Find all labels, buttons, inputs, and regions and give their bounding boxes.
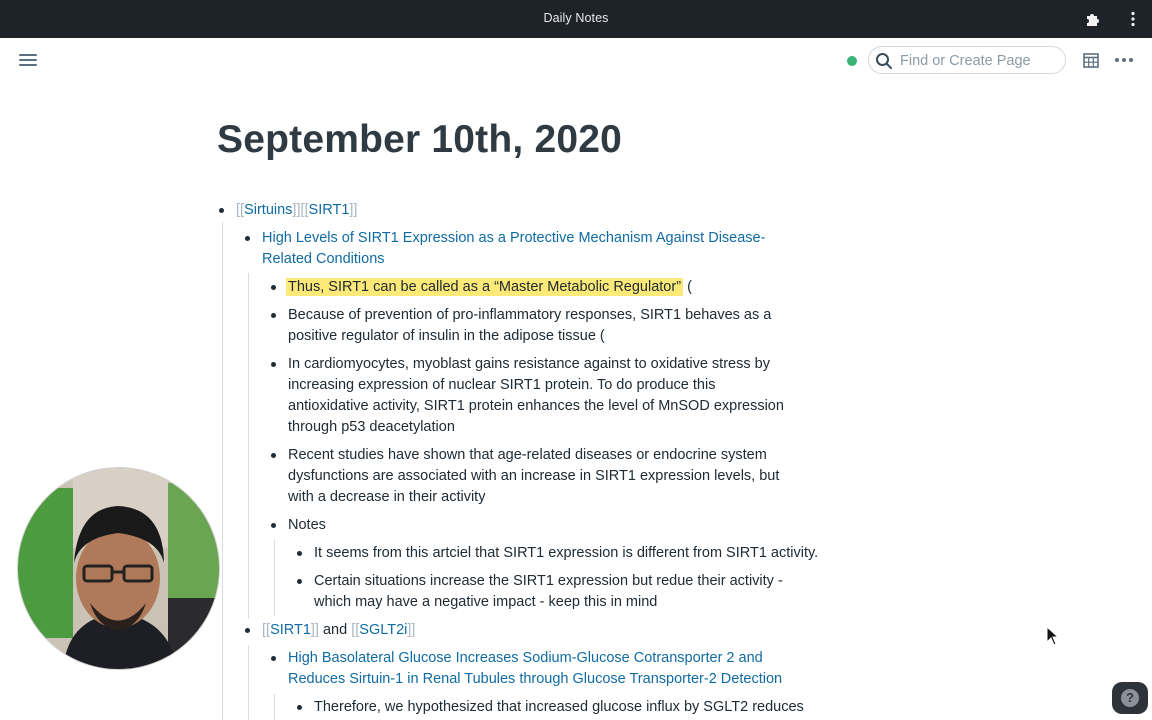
block-article-title-glucose[interactable] xyxy=(288,648,782,690)
block-sirt1-and-sglt2i[interactable]: [[SIRT1]] and [[SGLT2i]] xyxy=(262,622,416,638)
block-recent-studies[interactable]: Recent studies have shown that age-related diseases or endocrine system dysfunctions are associated with an increase in SIRT1 expression levels, but with a decrease in their activity xyxy=(288,447,780,505)
help-button[interactable] xyxy=(1112,682,1148,714)
block-bullet[interactable] xyxy=(271,656,276,661)
thread-line xyxy=(274,540,275,616)
block-pro-inflammatory[interactable]: Because of prevention of pro-inflammatory responses, SIRT1 behaves as a positive regulator of insulin in the adipose tissue ( xyxy=(288,307,772,344)
block-certain-situations[interactable]: Certain situations increase the SIRT1 expression but redue their activity - which may have a negative impact - keep this in mind xyxy=(314,573,783,610)
top-toolbar xyxy=(0,38,1152,84)
menu-icon[interactable] xyxy=(17,51,39,71)
block-bullet[interactable] xyxy=(271,313,276,318)
cursor-icon xyxy=(1046,626,1060,646)
block-article-title-sirt1[interactable] xyxy=(262,228,765,270)
thread-line xyxy=(222,222,223,720)
search-input[interactable] xyxy=(898,50,1062,72)
thread-line xyxy=(248,645,249,720)
puzzle-icon[interactable] xyxy=(1084,10,1102,28)
block-bullet[interactable] xyxy=(271,523,276,528)
thread-line xyxy=(248,273,249,619)
block-notes[interactable]: Notes xyxy=(288,517,326,533)
block-expression-vs-activity[interactable]: It seems from this artciel that SIRT1 expression is different from SIRT1 activity. xyxy=(314,545,819,561)
block-bullet[interactable] xyxy=(245,236,250,241)
calendar-icon[interactable] xyxy=(1082,51,1100,69)
block-hypothesis[interactable]: Therefore, we hypothesized that increased glucose influx by SGLT2 reduces xyxy=(314,699,804,715)
sync-status-dot xyxy=(847,56,857,66)
article-link[interactable]: Reduces Sirtuin-1 in Renal Tubules through Glucose Transporter-2 Detection xyxy=(288,671,783,687)
block-sirtuins-sirt1[interactable]: [[Sirtuins]][[SIRT1]] xyxy=(236,202,358,218)
page-link-sirt1[interactable]: SIRT1 xyxy=(308,202,350,218)
block-bullet[interactable] xyxy=(271,362,276,367)
more-icon[interactable] xyxy=(1114,51,1134,69)
block-bullet[interactable] xyxy=(245,628,250,633)
webcam-overlay xyxy=(17,467,220,670)
page-title[interactable]: September 10th, 2020 xyxy=(217,118,623,161)
article-link[interactable]: Related Conditions xyxy=(262,251,385,267)
vertical-dots-icon[interactable] xyxy=(1124,10,1142,28)
page-link-sglt2i[interactable]: SGLT2i xyxy=(359,622,408,638)
search-box[interactable] xyxy=(868,46,1066,74)
page-link-sirtuins[interactable]: Sirtuins xyxy=(244,202,293,218)
block-bullet[interactable] xyxy=(297,705,302,710)
webcam-image xyxy=(18,468,219,669)
help-icon: ? xyxy=(1121,689,1139,707)
block-bullet[interactable] xyxy=(297,551,302,556)
block-bullet[interactable] xyxy=(297,579,302,584)
article-link[interactable]: High Levels of SIRT1 Expression as a Protective Mechanism Against Disease- xyxy=(262,230,766,246)
block-master-regulator[interactable]: Thus, SIRT1 can be called as a “Master Metabolic Regulator” ( xyxy=(288,279,692,295)
block-bullet[interactable] xyxy=(219,208,224,213)
block-bullet[interactable] xyxy=(271,285,276,290)
highlighted-text: Thus, SIRT1 can be called as a “Master Metabolic Regulator” xyxy=(288,279,682,295)
article-link[interactable]: High Basolateral Glucose Increases Sodium-Glucose Cotransporter 2 and xyxy=(288,650,763,666)
window-titlebar xyxy=(0,0,1152,38)
thread-line xyxy=(274,694,275,720)
search-icon xyxy=(875,52,893,70)
block-bullet[interactable] xyxy=(271,453,276,458)
page-link-sirt1[interactable]: SIRT1 xyxy=(270,622,311,638)
window-title: Daily Notes xyxy=(543,11,609,25)
block-cardiomyocytes[interactable]: In cardiomyocytes, myoblast gains resistance against to oxidative stress by increasing expression of nuclear SIRT1 protein. To do produce this antioxidative activity, SIRT1 protein enhances the level of MnSOD expression through p53 deacetylation xyxy=(288,356,784,435)
